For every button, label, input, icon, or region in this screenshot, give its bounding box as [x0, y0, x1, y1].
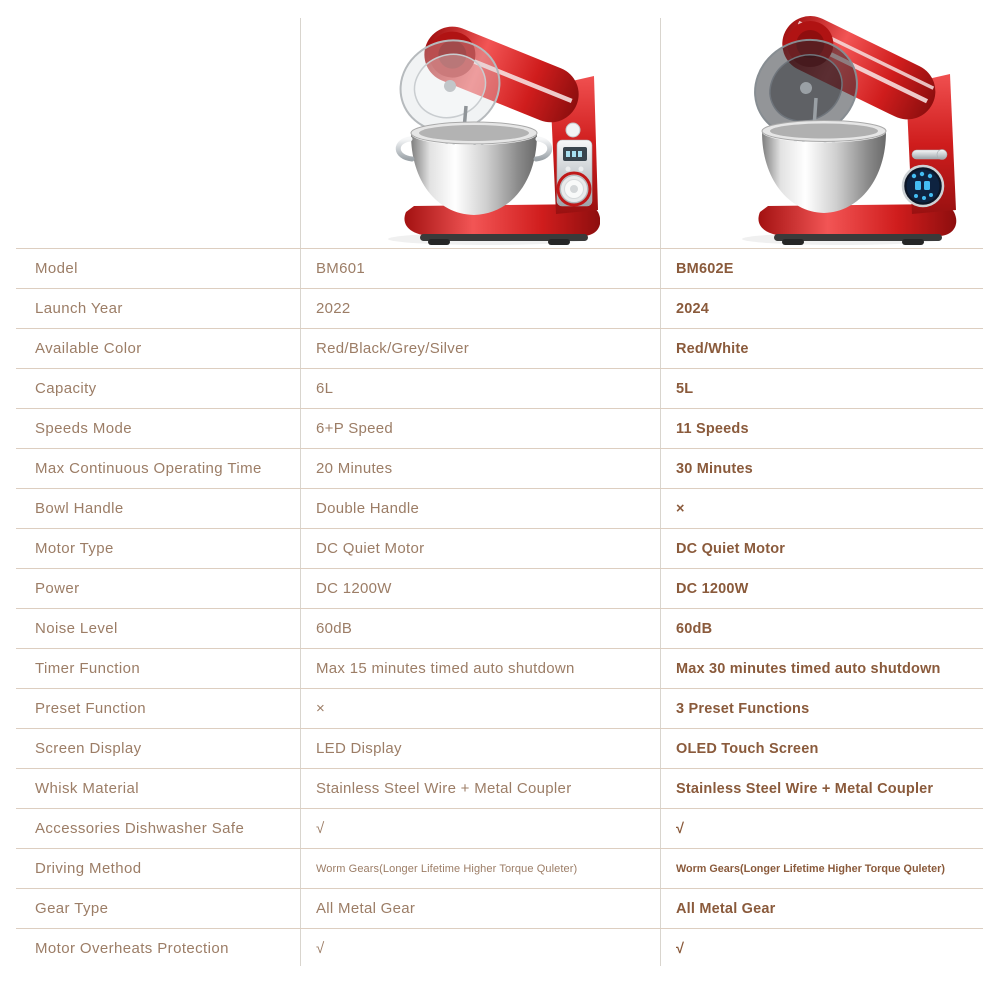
table-row [16, 248, 983, 288]
spec-label: Max Continuous Operating Time [35, 460, 262, 477]
bowl-handle-left [398, 139, 412, 159]
spec-value-bm602e: Stainless Steel Wire + Metal Coupler [676, 780, 934, 797]
spec-value-bm601: DC 1200W [316, 580, 392, 597]
spec-value-bm602e: OLED Touch Screen [676, 740, 819, 757]
control-panel [557, 140, 592, 206]
spec-table [16, 248, 983, 968]
table-row [16, 368, 983, 408]
spec-value-bm601: × [316, 700, 326, 717]
spec-label: Screen Display [35, 740, 142, 757]
spec-label: Model [35, 260, 78, 277]
mixer-bowl [411, 134, 537, 215]
product-images-row [0, 10, 1000, 248]
table-row [16, 888, 983, 928]
spec-value-bm602e: Worm Gears(Longer Lifetime Higher Torque Quleter) [676, 862, 945, 875]
spec-label: Noise Level [35, 620, 118, 637]
table-row [16, 408, 983, 448]
spec-value-bm601: Stainless Steel Wire + Metal Coupler [316, 780, 572, 797]
tilt-lever [912, 150, 947, 160]
table-row [16, 568, 983, 608]
spec-label: Timer Function [35, 660, 141, 677]
spec-value-bm601: Max 15 minutes timed auto shutdown [316, 660, 575, 677]
spec-label: Motor Type [35, 540, 114, 557]
spec-label: Accessories Dishwasher Safe [35, 820, 245, 837]
spec-label: Driving Method [35, 860, 142, 877]
spec-value-bm602e: All Metal Gear [676, 900, 776, 917]
spec-value-bm601: Worm Gears(Longer Lifetime Higher Torque Quleter) [316, 862, 578, 875]
spec-label: Motor Overheats Protection [35, 940, 229, 957]
bowl-handle-right [536, 139, 550, 159]
table-row [16, 648, 983, 688]
spec-value-bm602e: × [676, 500, 685, 517]
spec-value-bm601: 6+P Speed [316, 420, 394, 437]
table-row [16, 448, 983, 488]
spec-value-bm602e: BM602E [676, 260, 734, 277]
spec-value-bm602e: DC Quiet Motor [676, 540, 786, 557]
spec-label: Gear Type [35, 900, 109, 917]
product-image-bm601 [360, 10, 600, 247]
table-row [16, 288, 983, 328]
spec-value-bm602e: 2024 [676, 300, 710, 317]
spec-label: Whisk Material [35, 780, 139, 797]
table-row [16, 528, 983, 568]
spec-value-bm601: DC Quiet Motor [316, 540, 425, 557]
spec-value-bm601: LED Display [316, 740, 402, 757]
spec-value-bm602e: 60dB [676, 620, 713, 637]
product-image-bm602e [718, 10, 958, 247]
spec-value-bm602e: DC 1200W [676, 580, 749, 597]
spec-value-bm601: BM601 [316, 260, 366, 277]
spec-value-bm601: √ [316, 940, 325, 957]
spec-label: Preset Function [35, 700, 147, 717]
spec-value-bm602e: Red/White [676, 340, 749, 357]
table-row [16, 848, 983, 888]
spec-value-bm601: 6L [316, 380, 334, 397]
spec-value-bm601: All Metal Gear [316, 900, 416, 917]
table-row [16, 328, 983, 368]
spec-value-bm602e: √ [676, 820, 685, 837]
spec-value-bm602e: √ [676, 940, 685, 957]
spec-value-bm602e: Max 30 minutes timed auto shutdown [676, 660, 941, 677]
spec-label: Power [35, 580, 80, 597]
spec-value-bm601: 20 Minutes [316, 460, 393, 477]
spec-label: Speeds Mode [35, 420, 132, 437]
spec-value-bm601: Double Handle [316, 500, 420, 517]
oled-touch-screen [903, 166, 943, 206]
spec-value-bm601: 2022 [316, 300, 351, 317]
table-row [16, 768, 983, 808]
table-row [16, 488, 983, 528]
spec-value-bm601: Red/Black/Grey/Silver [316, 340, 470, 357]
spec-label: Capacity [35, 380, 97, 397]
table-row [16, 728, 983, 768]
spec-label: Bowl Handle [35, 500, 124, 517]
spec-label: Launch Year [35, 300, 123, 317]
spec-value-bm602e: 5L [676, 380, 694, 397]
table-row [16, 608, 983, 648]
table-row [16, 928, 983, 968]
table-row [16, 688, 983, 728]
spec-value-bm601: √ [316, 820, 325, 837]
mixer-bowl [762, 132, 886, 213]
spec-value-bm602e: 3 Preset Functions [676, 700, 810, 717]
spec-value-bm601: 60dB [316, 620, 353, 637]
spec-label: Available Color [35, 340, 142, 357]
table-row [16, 808, 983, 848]
spec-value-bm602e: 30 Minutes [676, 460, 753, 477]
spec-value-bm602e: 11 Speeds [676, 420, 749, 437]
